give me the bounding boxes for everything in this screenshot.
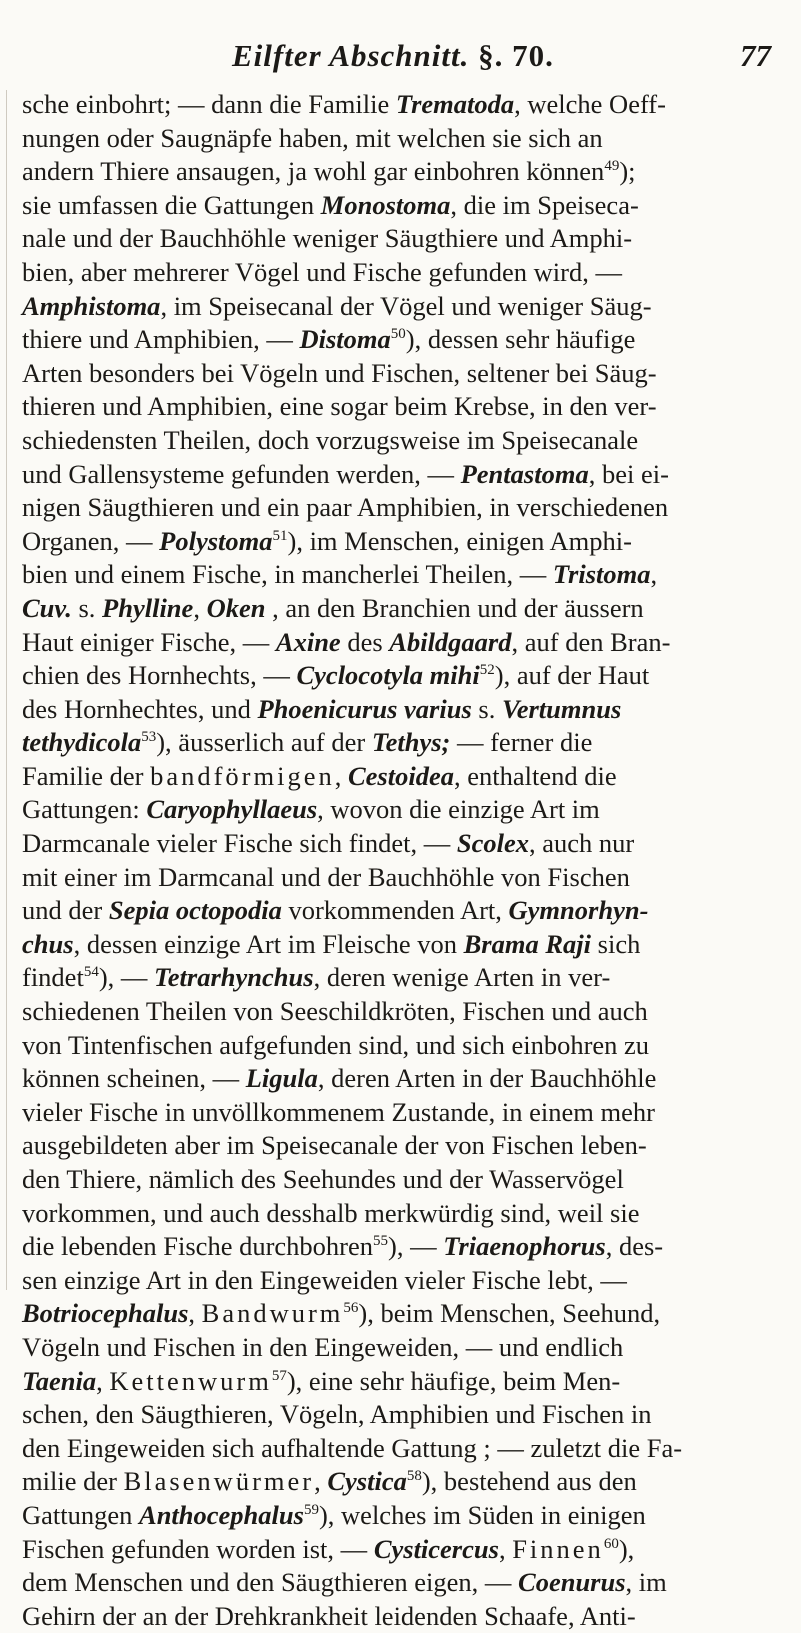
taxon-name: Tethys; [371,727,451,758]
spaced-term: Bandwurm [201,1298,344,1329]
text-line [22,928,782,962]
footnote-ref: 50 [390,326,406,343]
text-line [22,458,782,492]
taxon-name: Vertumnus [501,693,622,724]
text-run: den Eingeweiden sich aufhaltende Gattung ; — zuletzt die Fa- [22,1432,683,1463]
text-run: Vögeln und Fischen in den Eingeweiden, — und endlich [22,1331,624,1362]
text-run: thiere und Amphibien, — [22,324,300,355]
text-run: , [650,559,658,590]
text-run: , [96,1365,110,1396]
footnote-ref: 58 [406,1468,422,1485]
section-number: §. 70. [478,38,554,73]
footnote-ref: 54 [83,964,99,981]
text-line [22,1197,782,1231]
text-run: mit einer im Darmcanal und der Bauchhöhle von Fischen [22,861,630,892]
text-run: Haut einiger Fische, — [22,626,276,657]
taxon-name: Pentastoma [460,458,589,489]
running-head [232,38,554,74]
text-line [22,659,782,693]
text-run: schen, den Säugthieren, Vögeln, Amphibien und Fischen in [22,1399,652,1430]
text-run: , [314,1466,328,1497]
footnote-ref: 55 [373,1233,389,1250]
text-run: , [498,1533,513,1564]
text-line [22,189,782,223]
text-run: ), [618,1533,635,1564]
footnote-ref: 60 [603,1535,619,1552]
text-line [22,793,782,827]
taxon-name: Caryophyllaeus [146,794,318,825]
taxon-name: Cystica [327,1466,407,1497]
text-run: ), bestehend aus den [421,1466,637,1497]
text-line [22,491,782,525]
taxon-name: Coenurus [518,1567,626,1598]
taxon-name: Cuv. [22,592,72,623]
text-run: , dessen einzige Art im Fleische von [73,928,464,959]
text-line [22,861,782,895]
text-run: , [193,592,207,623]
text-run: Familie der [22,760,151,791]
text-line [22,626,782,660]
taxon-name: Oken [206,592,266,623]
text-run: s. [71,592,103,623]
text-run: ), beim Menschen, Seehund, [358,1298,661,1329]
text-line [22,155,782,189]
footnote-ref: 57 [271,1367,287,1384]
text-run: Organen, — [22,525,160,556]
taxon-name: Phylline [102,592,194,623]
text-line [22,1365,782,1399]
text-line [22,1566,782,1600]
text-run: des Hornhechtes, und [22,693,258,724]
text-run: , an den Branchien und der äussern [265,592,644,623]
taxon-name: Distoma [299,324,391,355]
text-run: ), äusserlich auf der [156,727,372,758]
text-run: findet [22,962,84,993]
text-run: vieler Fische in unvöllkommenem Zustande, in einem mehr [22,1096,655,1127]
text-line [22,290,782,324]
text-line [22,1465,782,1499]
taxon-name: Cyclocotyla mihi [296,660,480,691]
text-run: die lebenden Fische durchbohren [22,1231,374,1262]
text-line [22,1029,782,1063]
taxon-name: Cysticercus [373,1533,499,1564]
text-run: ), — [98,962,155,993]
text-line [22,760,782,794]
taxon-name: chus [22,928,74,959]
text-run: ), welches im Süden in einigen [318,1499,646,1530]
taxon-name: Sepia octopodia [108,895,282,926]
text-line [22,1432,782,1466]
taxon-name: Axine [275,626,341,657]
text-run: , im [625,1567,667,1598]
text-line [22,827,782,861]
text-run: und Gallensysteme gefunden werden, — [22,458,461,489]
text-line [22,1129,782,1163]
running-head-title: Eilfter Abschnitt. [232,38,470,73]
text-run: Arten besonders bei Vögeln und Fischen, seltener bei Säug- [22,357,657,388]
page-edge-shadow [6,90,7,1290]
text-line [22,323,782,357]
text-run: nungen oder Saugnäpfe haben, mit welchen sie sich an [22,122,603,153]
text-run: ); [619,156,636,187]
taxon-name: tethydicola [22,727,142,758]
taxon-name: Polystoma [159,525,273,556]
spaced-term: Blasenwürmer [123,1466,315,1497]
footnote-ref: 52 [479,662,495,679]
text-run: schiedensten Theilen, doch vorzugsweise im Speisecanale [22,424,639,455]
text-run: ), eine sehr häufige, beim Men- [286,1365,621,1396]
footnote-ref: 56 [343,1300,359,1317]
text-line [22,1398,782,1432]
taxon-name: Amphistoma [22,290,161,321]
text-line [22,525,782,559]
text-run: andern Thiere ansaugen, ja wohl gar einbohren können [22,156,605,187]
text-line [22,1297,782,1331]
text-run: , die im Speiseca- [450,189,639,220]
text-line [22,1163,782,1197]
text-run: , auch nur [529,828,635,859]
text-line [22,1230,782,1264]
footnote-ref: 53 [141,729,157,746]
taxon-name: Abildgaard [389,626,512,657]
text-line [22,995,782,1029]
text-run: thieren und Amphibien, eine sogar beim Krebse, in den ver- [22,391,657,422]
text-run: Gehirn der an der Drehkrankheit leidenden Schaafe, Anti- [22,1600,636,1631]
text-line [22,1600,782,1633]
text-run: schiedenen Theilen von Seeschildkröten, Fischen und auch [22,996,648,1027]
footnote-ref: 59 [303,1502,319,1519]
text-line [22,1533,782,1567]
text-run: von Tintenfischen aufgefunden sind, und sich einbohren zu [22,1029,650,1060]
text-line [22,88,782,122]
page-number: 77 [740,38,771,73]
taxon-name: Gymnorhyn- [508,895,649,926]
text-run: chien des Hornhechts, — [22,660,297,691]
spaced-term: Finnen [512,1533,604,1564]
text-line [22,122,782,156]
text-run: nale und der Bauchhöhle weniger Säugthiere und Amphi- [22,223,633,254]
text-line [22,357,782,391]
footnote-ref: 51 [272,527,288,544]
spaced-term: Kettenwurm [109,1365,272,1396]
text-line [22,693,782,727]
text-line [22,726,782,760]
text-run: , deren Arten in der Bauchhöhle [317,1063,657,1094]
text-run: können scheinen, — [22,1063,246,1094]
taxon-name: Anthocephalus [139,1499,304,1530]
text-run: , wovon die einzige Art im [317,794,600,825]
text-line [22,558,782,592]
text-run: s. [471,693,502,724]
text-run: dem Menschen und den Säugthieren eigen, — [22,1567,519,1598]
spaced-term: bandförmigen [150,760,335,791]
text-run: , enthaltend die [453,760,617,791]
text-run: Gattungen: [22,794,147,825]
text-run: , welche Oeff- [514,89,666,119]
body-text [22,88,782,1633]
text-run: ), — [388,1231,444,1262]
text-run: Fischen gefunden worden ist, — [22,1533,374,1564]
text-run: ), dessen sehr häufige [405,324,636,355]
text-line [22,1499,782,1533]
taxon-name: Botriocephalus [22,1298,189,1329]
text-line [22,1331,782,1365]
text-run: ausgebildeten aber im Speisecanale der von Fischen leben- [22,1130,647,1161]
text-run: und der [22,895,109,926]
taxon-name: Cestoidea [347,760,454,791]
text-run: vorkommenden Art, [281,895,509,926]
text-run: milie der [22,1466,124,1497]
text-line [22,1096,782,1130]
text-run: sie umfassen die Gattungen [22,189,321,220]
text-line [22,390,782,424]
text-run: , [188,1298,202,1329]
taxon-name: Taenia [22,1365,97,1396]
text-run: des [340,626,390,657]
page-header [0,38,801,82]
text-run: sche einbohrt; — dann die Familie [22,89,396,119]
text-run: , des- [605,1231,664,1262]
text-line [22,222,782,256]
text-run: , auf den Bran- [511,626,671,657]
text-run: , im Speisecanal der Vögel und weniger Säug- [160,290,652,321]
taxon-name: Triaenophorus [443,1231,606,1262]
taxon-name: Ligula [245,1063,318,1094]
footnote-ref: 49 [604,158,620,175]
text-run: den Thiere, nämlich des Seehundes und der Wasservögel [22,1164,624,1194]
taxon-name: Tristoma [552,559,651,590]
taxon-name: Monostoma [320,189,451,220]
text-line [22,424,782,458]
text-run: , deren wenige Arten in ver- [313,962,611,993]
text-run: vorkommen, und auch desshalb merkwürdig sind, weil sie [22,1197,640,1228]
text-run: , bei ei- [588,458,669,489]
text-line [22,894,782,928]
text-run: , [334,760,348,791]
text-run: Darmcanale vieler Fische sich findet, — [22,828,457,859]
text-run: bien, aber mehrerer Vögel und Fische gefunden wird, — [22,256,622,287]
taxon-name: Trematoda [395,89,515,119]
text-run: sen einzige Art in den Eingeweiden vieler Fische lebt, — [22,1264,627,1295]
text-run: Gattungen [22,1499,140,1530]
text-run: bien und einem Fische, in mancherlei Theilen, — [22,559,553,590]
text-run: sich [591,928,641,959]
text-run: ), im Menschen, einigen Amphi- [287,525,632,556]
text-line [22,256,782,290]
taxon-name: Scolex [456,828,530,859]
text-run: ), auf der Haut [494,660,650,691]
text-line [22,1264,782,1298]
taxon-name: Phoenicurus varius [257,693,472,724]
text-run: nigen Säugthieren und ein paar Amphibien, in verschiedenen [22,492,669,523]
text-line [22,961,782,995]
text-line [22,592,782,626]
text-line [22,1062,782,1096]
taxon-name: Tetrarhynchus [154,962,314,993]
text-run: — ferner die [450,727,593,758]
taxon-name: Brama Raji [463,928,592,959]
